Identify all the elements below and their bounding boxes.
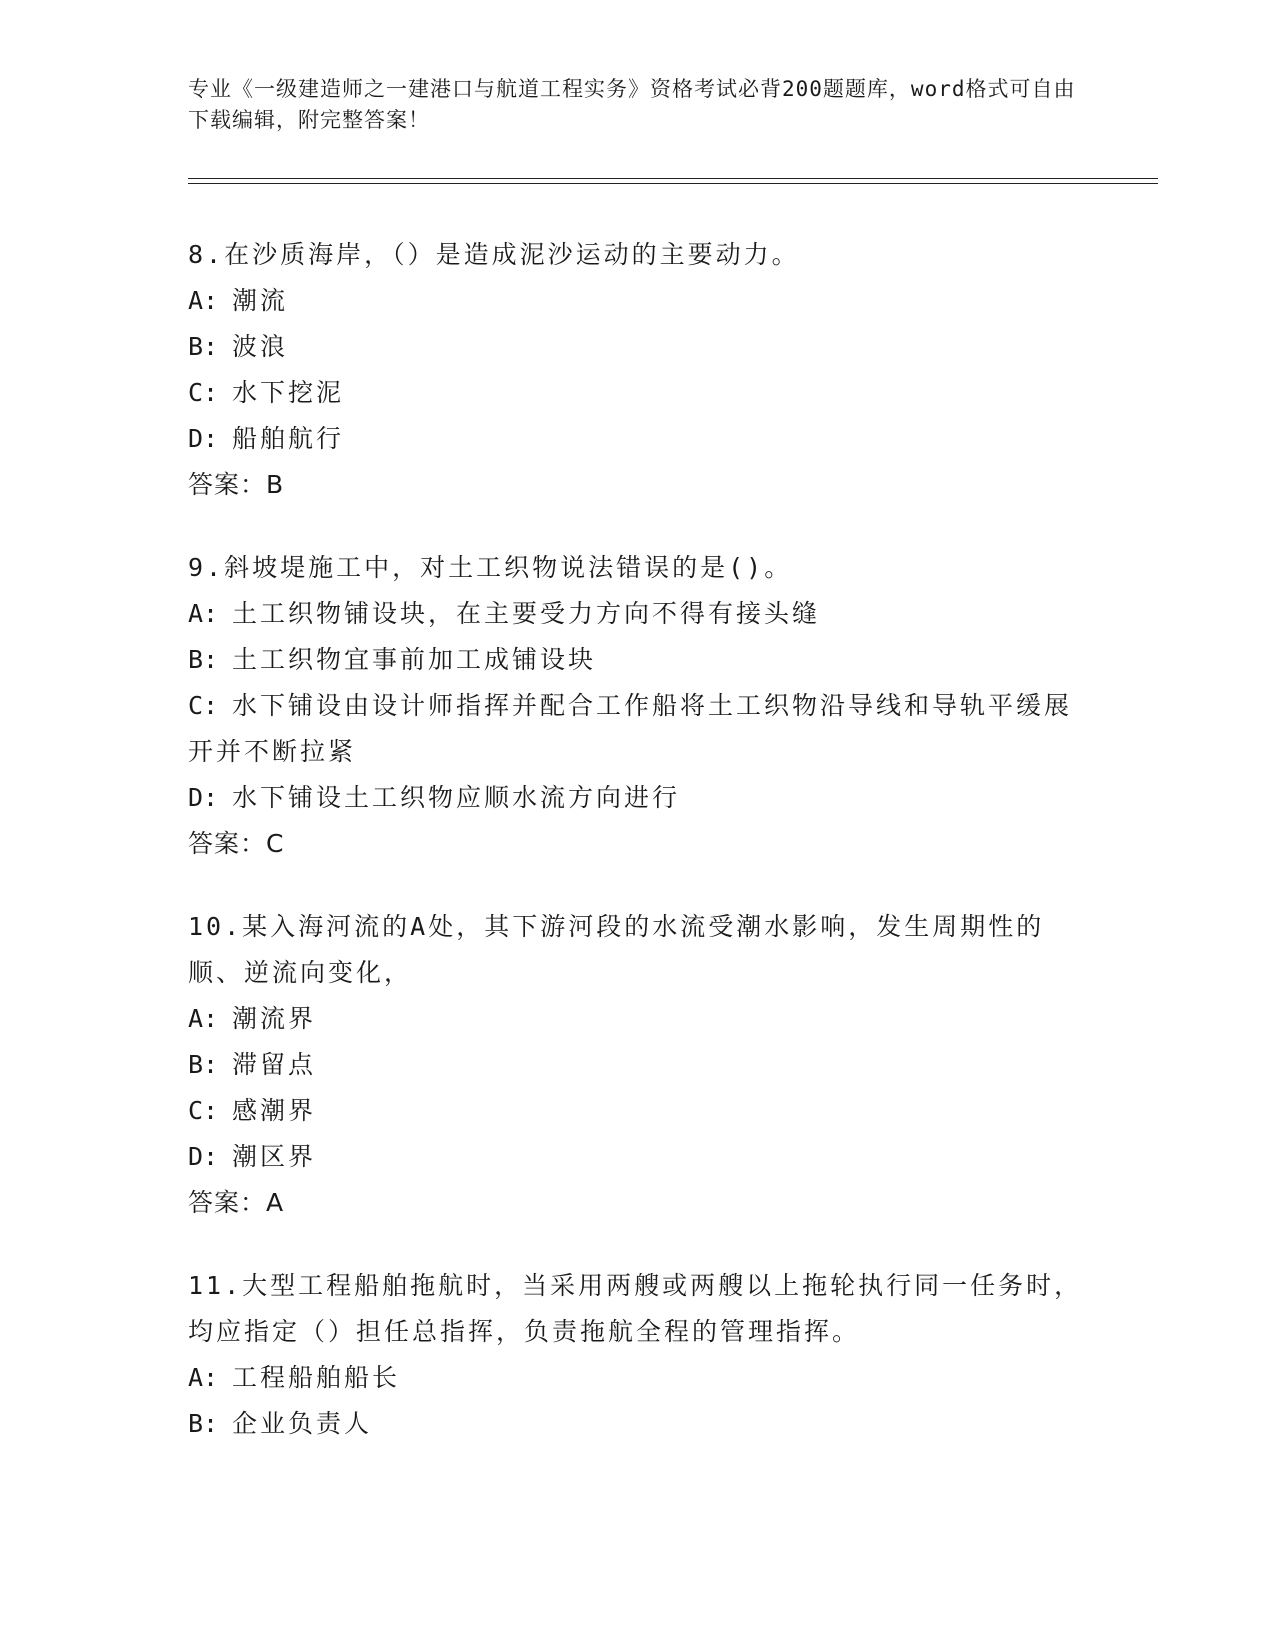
document-header-title: 专业《一级建造师之一建港口与航道工程实务》资格考试必背200题题库，word格式可自由下载编辑，附完整答案！	[188, 77, 1076, 132]
option-d	[188, 416, 1088, 462]
question-stem: 8.在沙质海岸，（）是造成泥沙运动的主要动力。	[188, 240, 800, 269]
option-label: A:	[188, 286, 219, 315]
option-text: 潮流界	[232, 1004, 317, 1033]
option-b	[188, 1401, 1088, 1447]
answer-text: 答案：C	[188, 829, 285, 858]
option-text: 水下铺设由设计师指挥并配合工作船将土工织物沿导线和导轨平缓展开并不断拉紧	[188, 691, 1073, 766]
option-label: B:	[188, 645, 219, 674]
option-a	[188, 996, 1088, 1042]
header-divider-line-secondary	[188, 183, 1158, 184]
option-label: C:	[188, 378, 219, 407]
option-c	[188, 370, 1088, 416]
option-text: 企业负责人	[232, 1409, 373, 1438]
option-a	[188, 278, 1088, 324]
option-c	[188, 683, 1088, 775]
question-stem: 10.某入海河流的A处，其下游河段的水流受潮水影响，发生周期性的顺、逆流向变化，	[188, 912, 1045, 987]
option-text: 潮流	[232, 286, 289, 315]
question-item	[188, 232, 1088, 508]
option-text: 水下挖泥	[232, 378, 345, 407]
option-b	[188, 1042, 1088, 1088]
option-text: 土工织物铺设块，在主要受力方向不得有接头缝	[232, 599, 821, 628]
option-text: 水下铺设土工织物应顺水流方向进行	[232, 783, 681, 812]
option-label: C:	[188, 1096, 219, 1125]
option-label: D:	[188, 424, 219, 453]
option-text: 感潮界	[232, 1096, 317, 1125]
option-a	[188, 1355, 1088, 1401]
option-label: D:	[188, 783, 219, 812]
option-label: A:	[188, 1363, 219, 1392]
question-list	[188, 232, 1088, 1484]
option-a	[188, 591, 1088, 637]
option-b	[188, 324, 1088, 370]
answer-text: 答案：B	[188, 470, 285, 499]
option-text: 土工织物宜事前加工成铺设块	[232, 645, 597, 674]
answer-text: 答案：A	[188, 1188, 285, 1217]
question-stem: 9.斜坡堤施工中，对土工织物说法错误的是()。	[188, 553, 793, 582]
option-text: 船舶航行	[232, 424, 345, 453]
option-text: 滞留点	[232, 1050, 317, 1079]
option-text: 潮区界	[232, 1142, 317, 1171]
option-label: C:	[188, 691, 219, 720]
option-label: D:	[188, 1142, 219, 1171]
question-stem: 11.大型工程船舶拖航时，当采用两艘或两艘以上拖轮执行同一任务时，均应指定（）担任总指挥，负责拖航全程的管理指挥。	[188, 1271, 1083, 1346]
option-b	[188, 637, 1088, 683]
option-label: B:	[188, 1050, 219, 1079]
question-item	[188, 904, 1088, 1226]
option-text: 工程船舶船长	[232, 1363, 401, 1392]
question-item	[188, 545, 1088, 867]
option-label: A:	[188, 599, 219, 628]
option-text: 波浪	[232, 332, 289, 361]
option-d	[188, 775, 1088, 821]
question-item	[188, 1263, 1088, 1447]
option-label: A:	[188, 1004, 219, 1033]
option-label: B:	[188, 1409, 219, 1438]
option-label: B:	[188, 332, 219, 361]
option-d	[188, 1134, 1088, 1180]
header-divider-line	[188, 178, 1158, 179]
option-c	[188, 1088, 1088, 1134]
